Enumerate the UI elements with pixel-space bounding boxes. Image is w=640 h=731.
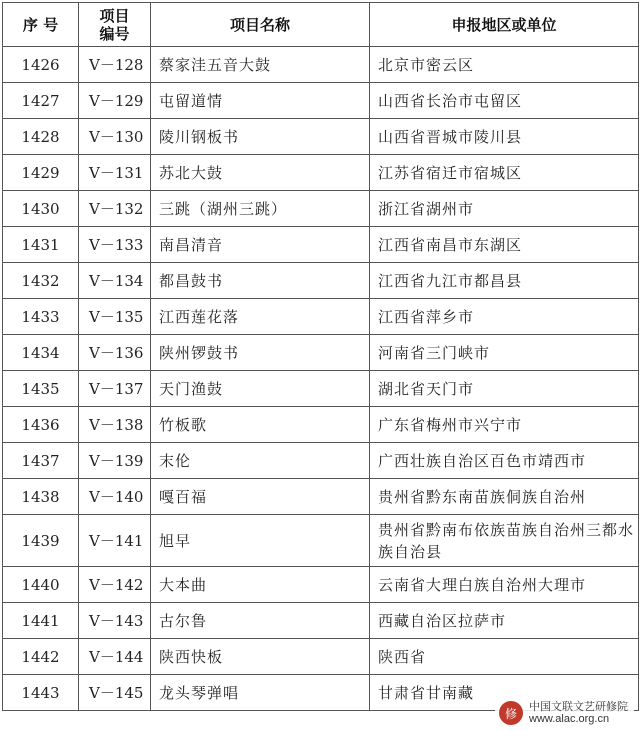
cell-name: 古尔鲁 bbox=[151, 603, 370, 639]
cell-region: 河南省三门峡市 bbox=[370, 335, 639, 371]
table-row bbox=[3, 335, 639, 371]
header-region: 申报地区或单位 bbox=[370, 3, 639, 47]
table-row bbox=[3, 515, 639, 567]
cell-name: 屯留道情 bbox=[151, 83, 370, 119]
cell-code: Ⅴ－139 bbox=[79, 443, 151, 479]
cell-seq: 1437 bbox=[3, 443, 79, 479]
cell-region: 甘肃省甘南藏 bbox=[370, 675, 639, 711]
cell-code: Ⅴ－128 bbox=[79, 47, 151, 83]
cell-code: Ⅴ－141 bbox=[79, 515, 151, 567]
table-row bbox=[3, 191, 639, 227]
cell-region: 广东省梅州市兴宁市 bbox=[370, 407, 639, 443]
table-row bbox=[3, 299, 639, 335]
cell-seq: 1428 bbox=[3, 119, 79, 155]
table-row bbox=[3, 407, 639, 443]
cell-seq: 1433 bbox=[3, 299, 79, 335]
cell-name: 陵川钢板书 bbox=[151, 119, 370, 155]
table-row bbox=[3, 47, 639, 83]
cell-name: 天门渔鼓 bbox=[151, 371, 370, 407]
cell-seq: 1434 bbox=[3, 335, 79, 371]
cell-seq: 1442 bbox=[3, 639, 79, 675]
cell-code: Ⅴ－130 bbox=[79, 119, 151, 155]
header-code-line2: 编号 bbox=[99, 24, 130, 43]
cell-name: 陕西快板 bbox=[151, 639, 370, 675]
header-name: 项目名称 bbox=[151, 3, 370, 47]
cell-region: 山西省长治市屯留区 bbox=[370, 83, 639, 119]
cell-seq: 1430 bbox=[3, 191, 79, 227]
table-row bbox=[3, 567, 639, 603]
cell-name: 末伦 bbox=[151, 443, 370, 479]
header-code-line1: 项目 bbox=[99, 6, 130, 25]
cell-region: 浙江省湖州市 bbox=[370, 191, 639, 227]
cell-name: 江西莲花落 bbox=[151, 299, 370, 335]
cell-region: 贵州省黔东南苗族侗族自治州 bbox=[370, 479, 639, 515]
cell-region: 陕西省 bbox=[370, 639, 639, 675]
table-row bbox=[3, 443, 639, 479]
cell-seq: 1429 bbox=[3, 155, 79, 191]
cell-code: Ⅴ－135 bbox=[79, 299, 151, 335]
cell-seq: 1426 bbox=[3, 47, 79, 83]
cell-seq: 1439 bbox=[3, 515, 79, 567]
table-row bbox=[3, 603, 639, 639]
cell-name: 三跳（湖州三跳） bbox=[151, 191, 370, 227]
cell-region: 山西省晋城市陵川县 bbox=[370, 119, 639, 155]
table-row bbox=[3, 83, 639, 119]
cell-code: Ⅴ－143 bbox=[79, 603, 151, 639]
cell-seq: 1443 bbox=[3, 675, 79, 711]
cell-name: 南昌清音 bbox=[151, 227, 370, 263]
cell-code: Ⅴ－138 bbox=[79, 407, 151, 443]
cell-code: Ⅴ－142 bbox=[79, 567, 151, 603]
watermark-url: www.alac.org.cn bbox=[529, 713, 610, 725]
cell-region: 湖北省天门市 bbox=[370, 371, 639, 407]
cell-code: Ⅴ－129 bbox=[79, 83, 151, 119]
cell-seq: 1432 bbox=[3, 263, 79, 299]
cell-name: 竹板歌 bbox=[151, 407, 370, 443]
cell-code: Ⅴ－145 bbox=[79, 675, 151, 711]
table-row bbox=[3, 263, 639, 299]
header-code bbox=[79, 3, 151, 47]
table-row bbox=[3, 227, 639, 263]
heritage-list-table bbox=[2, 2, 639, 711]
cell-seq: 1436 bbox=[3, 407, 79, 443]
cell-region: 江西省南昌市东湖区 bbox=[370, 227, 639, 263]
cell-region: 江西省九江市都昌县 bbox=[370, 263, 639, 299]
cell-code: Ⅴ－134 bbox=[79, 263, 151, 299]
table-row bbox=[3, 119, 639, 155]
cell-seq: 1438 bbox=[3, 479, 79, 515]
cell-region: 云南省大理白族自治州大理市 bbox=[370, 567, 639, 603]
cell-seq: 1441 bbox=[3, 603, 79, 639]
table-row bbox=[3, 639, 639, 675]
cell-region: 北京市密云区 bbox=[370, 47, 639, 83]
cell-code: Ⅴ－140 bbox=[79, 479, 151, 515]
table-row bbox=[3, 371, 639, 407]
cell-code: Ⅴ－133 bbox=[79, 227, 151, 263]
cell-name: 大本曲 bbox=[151, 567, 370, 603]
cell-name: 蔡家洼五音大鼓 bbox=[151, 47, 370, 83]
table-row bbox=[3, 155, 639, 191]
watermark bbox=[495, 698, 634, 728]
cell-code: Ⅴ－136 bbox=[79, 335, 151, 371]
cell-region: 贵州省黔南布依族苗族自治州三都水族自治县 bbox=[370, 515, 639, 567]
cell-name: 陕州锣鼓书 bbox=[151, 335, 370, 371]
cell-seq: 1427 bbox=[3, 83, 79, 119]
cell-region: 广西壮族自治区百色市靖西市 bbox=[370, 443, 639, 479]
cell-name: 嘎百福 bbox=[151, 479, 370, 515]
cell-code: Ⅴ－144 bbox=[79, 639, 151, 675]
cell-name: 都昌鼓书 bbox=[151, 263, 370, 299]
cell-name: 旭早 bbox=[151, 515, 370, 567]
cell-name: 龙头琴弹唱 bbox=[151, 675, 370, 711]
cell-code: Ⅴ－132 bbox=[79, 191, 151, 227]
cell-seq: 1435 bbox=[3, 371, 79, 407]
table-header-row bbox=[3, 3, 639, 47]
cell-seq: 1440 bbox=[3, 567, 79, 603]
seal-logo-icon: 修 bbox=[499, 701, 523, 725]
cell-region: 西藏自治区拉萨市 bbox=[370, 603, 639, 639]
cell-name: 苏北大鼓 bbox=[151, 155, 370, 191]
cell-code: Ⅴ－131 bbox=[79, 155, 151, 191]
table-row bbox=[3, 479, 639, 515]
header-seq: 序 号 bbox=[3, 3, 79, 47]
cell-seq: 1431 bbox=[3, 227, 79, 263]
cell-region: 江苏省宿迁市宿城区 bbox=[370, 155, 639, 191]
watermark-org: 中国文联文艺研修院 bbox=[529, 700, 628, 713]
cell-code: Ⅴ－137 bbox=[79, 371, 151, 407]
cell-region: 江西省萍乡市 bbox=[370, 299, 639, 335]
